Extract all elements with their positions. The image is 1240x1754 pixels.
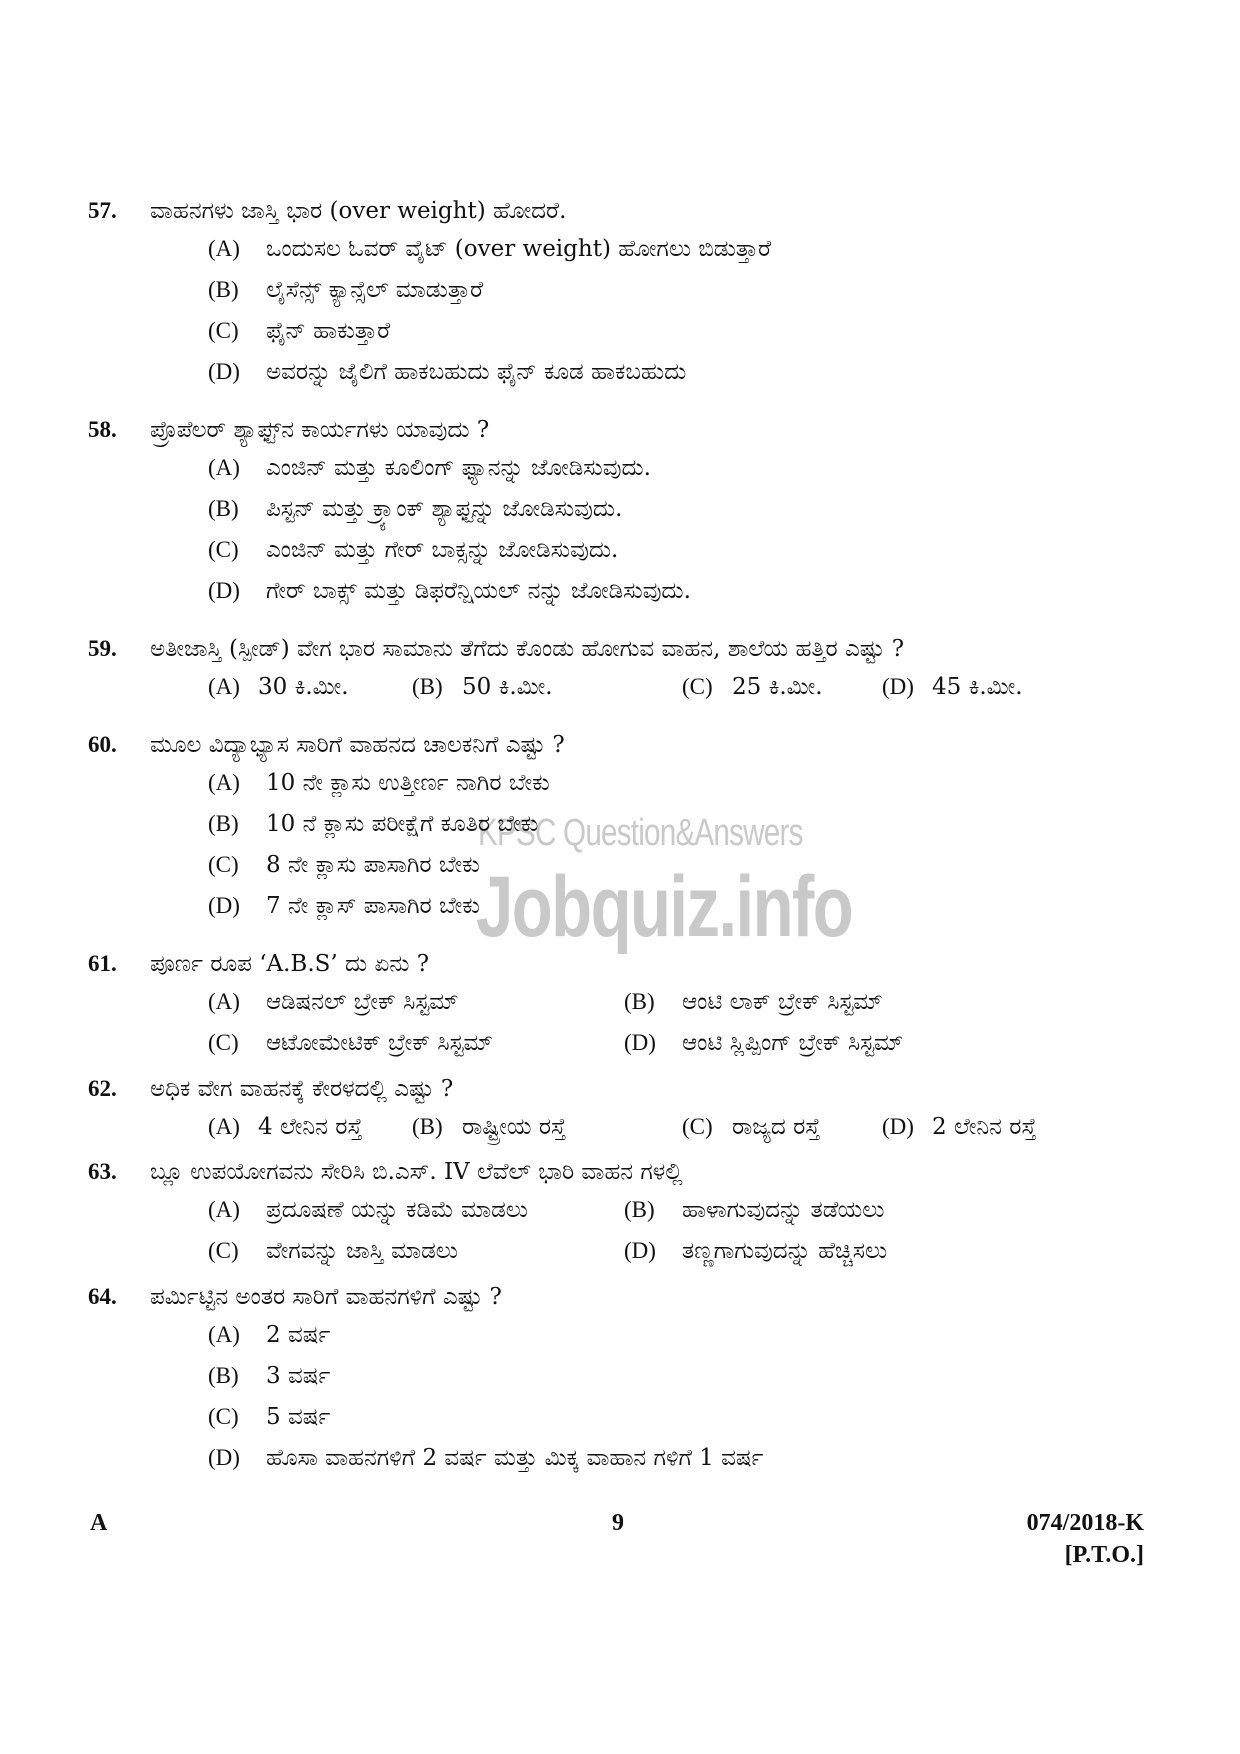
option-label: (D) — [208, 1445, 240, 1470]
option-text: ಆಟೋಮೇಟಿಕ್ ಬ್ರೇಕ್ ಸಿಸ್ಟಮ್ — [266, 1030, 493, 1056]
question-63 — [88, 1157, 1128, 1273]
question-text: ಅಧಿಕ ವೇಗ ವಾಹನಕ್ಕೆ ಕೇರಳದಲ್ಲಿ ಎಷ್ಟು ? — [150, 1076, 454, 1102]
option-label: (D) — [882, 674, 914, 699]
option-text: 50 ಕಿ.ಮೀ. — [462, 674, 553, 700]
option-d — [88, 572, 1128, 613]
option-text: ಆಂಟಿ ಲಾಕ್ ಬ್ರೇಕ್ ಸಿಸ್ಟಮ್ — [682, 989, 883, 1015]
option-label: (D) — [624, 1238, 656, 1263]
option-a — [208, 672, 349, 702]
question-number: 64. — [88, 1284, 117, 1309]
option-label: (C) — [682, 674, 713, 699]
option-c — [88, 846, 1128, 887]
question-text: ಮೂಲ ವಿದ್ಯಾಭ್ಯಾಸ ಸಾರಿಗೆ ವಾಹನದ ಚಾಲಕನಿಗೆ ಎಷ್ಟು ? — [150, 732, 565, 758]
option-label: (A) — [208, 1322, 240, 1347]
option-d — [88, 887, 1128, 928]
question-60 — [88, 730, 1128, 928]
option-c — [682, 1112, 820, 1142]
option-label: (C) — [682, 1114, 713, 1139]
option-text: ರಾಷ್ಟ್ರೀಯ ರಸ್ತೆ — [462, 1114, 567, 1140]
option-text: ರಾಜ್ಯದ ರಸ್ತೆ — [732, 1114, 821, 1140]
option-text: 10 ನೆ ಕ್ಲಾಸು ಪರೀಕ್ಷೆಗೆ ಕೂತಿರ ಬೇಕು — [266, 811, 539, 837]
option-text: 8 ನೇ ಕ್ಲಾಸು ಪಾಸಾಗಿರ ಬೇಕು — [266, 852, 480, 878]
option-c — [208, 1028, 493, 1058]
option-d — [882, 672, 1023, 702]
option-label: (D) — [624, 1030, 656, 1055]
option-label: (B) — [412, 674, 443, 699]
option-d — [88, 353, 1128, 394]
option-label: (C) — [208, 1404, 239, 1429]
option-a — [88, 764, 1128, 805]
option-text: ಅವರನ್ನು ಜೈಲಿಗೆ ಹಾಕಬಹುದು ಫೈನ್ ಕೂಡ ಹಾಕಬಹುದು — [266, 359, 687, 385]
question-number: 61. — [88, 951, 117, 976]
option-b — [412, 1112, 566, 1142]
option-text: ಆಂಟಿ ಸ್ಲಿಪ್ಪಿಂಗ್ ಬ್ರೇಕ್ ಸಿಸ್ಟಮ್ — [682, 1030, 904, 1056]
option-c — [208, 1236, 458, 1266]
option-text: 45 ಕಿ.ಮೀ. — [932, 674, 1023, 700]
option-label: (C) — [208, 537, 239, 562]
option-text: ಫೈನ್ ಹಾಕುತ್ತಾರೆ — [266, 318, 391, 344]
option-b — [88, 271, 1128, 312]
option-text: 4 ಲೇನಿನ ರಸ್ತೆ — [258, 1114, 363, 1140]
options-row — [88, 1108, 1128, 1149]
option-text: 30 ಕಿ.ಮೀ. — [258, 674, 349, 700]
booklet-series: A — [90, 1510, 108, 1536]
option-text: ಪಿಸ್ಟನ್ ಮತ್ತು ಕ್ರ್ಯಾಂಕ್ ಶ್ಯಾಫ್ಟನ್ನು ಜೋಡಿಸುವುದು. — [266, 496, 623, 522]
watermark-line2: Jobquiz.info — [476, 859, 853, 955]
option-label: (B) — [624, 1197, 655, 1222]
watermark-line1: KPSC Question&Answers — [478, 812, 803, 854]
question-text: ವಾಹನಗಳು ಜಾಸ್ತಿ ಭಾರ (over weight) ಹೋದರೆ. — [150, 198, 567, 224]
option-label: (C) — [208, 1030, 239, 1055]
option-label: (B) — [208, 811, 239, 836]
options-row — [88, 983, 1128, 1024]
option-b — [88, 490, 1128, 531]
question-number: 58. — [88, 417, 117, 442]
question-number: 59. — [88, 636, 117, 661]
option-b — [88, 1357, 1128, 1398]
option-label: (A) — [208, 770, 240, 795]
option-label: (A) — [208, 236, 240, 261]
question-text: ಪೂರ್ಣ ರೂಪ ‘A.B.S’ ದು ಏನು ? — [150, 951, 430, 977]
option-c — [682, 672, 823, 702]
question-58 — [88, 415, 1128, 613]
option-text: 25 ಕಿ.ಮೀ. — [732, 674, 823, 700]
question-text: ಪರ್ಮಿಟ್ಟಿನ ಅಂತರ ಸಾರಿಗೆ ವಾಹನಗಳಿಗೆ ಎಷ್ಟು ? — [150, 1284, 502, 1310]
option-a — [88, 230, 1128, 271]
option-label: (D) — [208, 893, 240, 918]
question-number: 62. — [88, 1076, 117, 1101]
option-label: (D) — [208, 359, 240, 384]
question-number: 63. — [88, 1159, 117, 1184]
option-text: 2 ಲೇನಿನ ರಸ್ತೆ — [932, 1114, 1037, 1140]
option-label: (A) — [208, 1197, 240, 1222]
question-paper-code: 074/2018-K — [1026, 1510, 1144, 1536]
question-text: ಪ್ರೊಪೆಲರ್ ಶ್ಯಾಫ್ಟ್‌ನ ಕಾರ್ಯಗಳು ಯಾವುದು ? — [150, 417, 490, 443]
option-label: (A) — [208, 674, 240, 699]
option-label: (B) — [624, 989, 655, 1014]
question-number: 57. — [88, 198, 117, 223]
please-turn-over: [P.T.O.] — [1064, 1542, 1144, 1568]
option-text: ತಣ್ಣಗಾಗುವುದನ್ನು ಹೆಚ್ಚಿಸಲು — [682, 1238, 888, 1264]
option-b — [624, 987, 883, 1017]
option-text: ಒಂದುಸಲ ಓವರ್ ವೈಟ್ (over weight) ಹೋಗಲು ಬಿಡುತ್ತಾರೆ — [266, 236, 772, 262]
option-label: (B) — [208, 277, 239, 302]
option-label: (B) — [208, 1363, 239, 1388]
option-c — [88, 312, 1128, 353]
option-text: ವೇಗವನ್ನು ಜಾಸ್ತಿ ಮಾಡಲು — [266, 1238, 458, 1264]
option-text: 3 ವರ್ಷ — [266, 1363, 331, 1389]
option-label: (B) — [412, 1114, 443, 1139]
option-d — [88, 1439, 1128, 1480]
option-d — [624, 1236, 887, 1266]
option-text: 10 ನೇ ಕ್ಲಾಸು ಉತ್ತೀರ್ಣ ನಾಗಿರ ಬೇಕು — [266, 770, 550, 796]
question-62 — [88, 1074, 1128, 1149]
option-d — [624, 1028, 903, 1058]
question-64 — [88, 1282, 1128, 1480]
option-label: (D) — [208, 578, 240, 603]
option-label: (C) — [208, 1238, 239, 1263]
page-number: 9 — [612, 1510, 624, 1536]
option-a — [208, 987, 459, 1017]
question-text: ಅತೀಜಾಸ್ತಿ (ಸ್ಪೀಡ್) ವೇಗ ಭಾರ ಸಾಮಾನು ತೆಗೆದು ಕೊಂಡು ಹೋಗುವ ವಾಹನ, ಶಾಲೆಯ ಹತ್ತಿರ ಎಷ್ಟು ? — [150, 636, 905, 662]
options-row — [88, 1191, 1128, 1232]
question-61 — [88, 949, 1128, 1065]
option-c — [88, 1398, 1128, 1439]
question-text: ಬ್ಲೂ ಉಪಯೋಗವನು ಸೇರಿಸಿ ಬಿ.ಎಸ್. IV ಲೆವೆಲ್ ಭಾರಿ ವಾಹನ ಗಳಲ್ಲಿ — [150, 1159, 683, 1185]
option-label: (A) — [208, 989, 240, 1014]
option-text: ಎಂಜಿನ್ ಮತ್ತು ಕೂಲಿಂಗ್ ಫ್ಯಾನನ್ನು ಜೋಡಿಸುವುದು. — [266, 455, 651, 481]
option-a — [88, 1316, 1128, 1357]
options-row — [88, 668, 1128, 709]
options-row — [88, 1024, 1128, 1065]
option-c — [88, 531, 1128, 572]
option-a — [208, 1112, 363, 1142]
option-b — [88, 805, 1128, 846]
option-label: (A) — [208, 455, 240, 480]
options-row — [88, 1232, 1128, 1273]
option-text: ಆಡಿಷನಲ್ ಬ್ರೇಕ್ ಸಿಸ್ಟಮ್ — [266, 989, 459, 1015]
option-text: 2 ವರ್ಷ — [266, 1322, 331, 1348]
option-label: (D) — [882, 1114, 914, 1139]
option-text: 5 ವರ್ಷ — [266, 1404, 331, 1430]
question-number: 60. — [88, 732, 117, 757]
option-label: (C) — [208, 318, 239, 343]
option-text: ಪ್ರದೂಷಣೆ ಯನ್ನು ಕಡಿಮೆ ಮಾಡಲು — [266, 1197, 528, 1223]
option-label: (B) — [208, 496, 239, 521]
option-label: (C) — [208, 852, 239, 877]
question-59 — [88, 634, 1128, 709]
option-text: ಹೊಸಾ ವಾಹನಗಳಿಗೆ 2 ವರ್ಷ ಮತ್ತು ಮಿಕ್ಕ ವಾಹಾನ ಗಳಿಗೆ 1 ವರ್ಷ — [266, 1445, 764, 1471]
option-b — [624, 1195, 884, 1225]
question-57 — [88, 196, 1128, 394]
option-a — [208, 1195, 528, 1225]
option-text: ಹಾಳಾಗುವುದನ್ನು ತಡೆಯಲು — [682, 1197, 885, 1223]
option-label: (A) — [208, 1114, 240, 1139]
option-a — [88, 449, 1128, 490]
option-text: ಗೇರ್ ಬಾಕ್ಸ್ ಮತ್ತು ಡಿಫರೆನ್ಷಿಯಲ್ ನನ್ನು ಜೋಡಿಸುವುದು. — [266, 578, 691, 604]
option-text: 7 ನೇ ಕ್ಲಾಸ್ ಪಾಸಾಗಿರ ಬೇಕು — [266, 893, 480, 919]
option-d — [882, 1112, 1037, 1142]
option-text: ಎಂಜಿನ್ ಮತ್ತು ಗೇರ್ ಬಾಕ್ಸನ್ನು ಜೋಡಿಸುವುದು. — [266, 537, 619, 563]
option-b — [412, 672, 553, 702]
option-text: ಲೈಸೆನ್ಸ್ ಕ್ಯಾನ್ಸೆಲ್ ಮಾಡುತ್ತಾರೆ — [266, 277, 484, 303]
